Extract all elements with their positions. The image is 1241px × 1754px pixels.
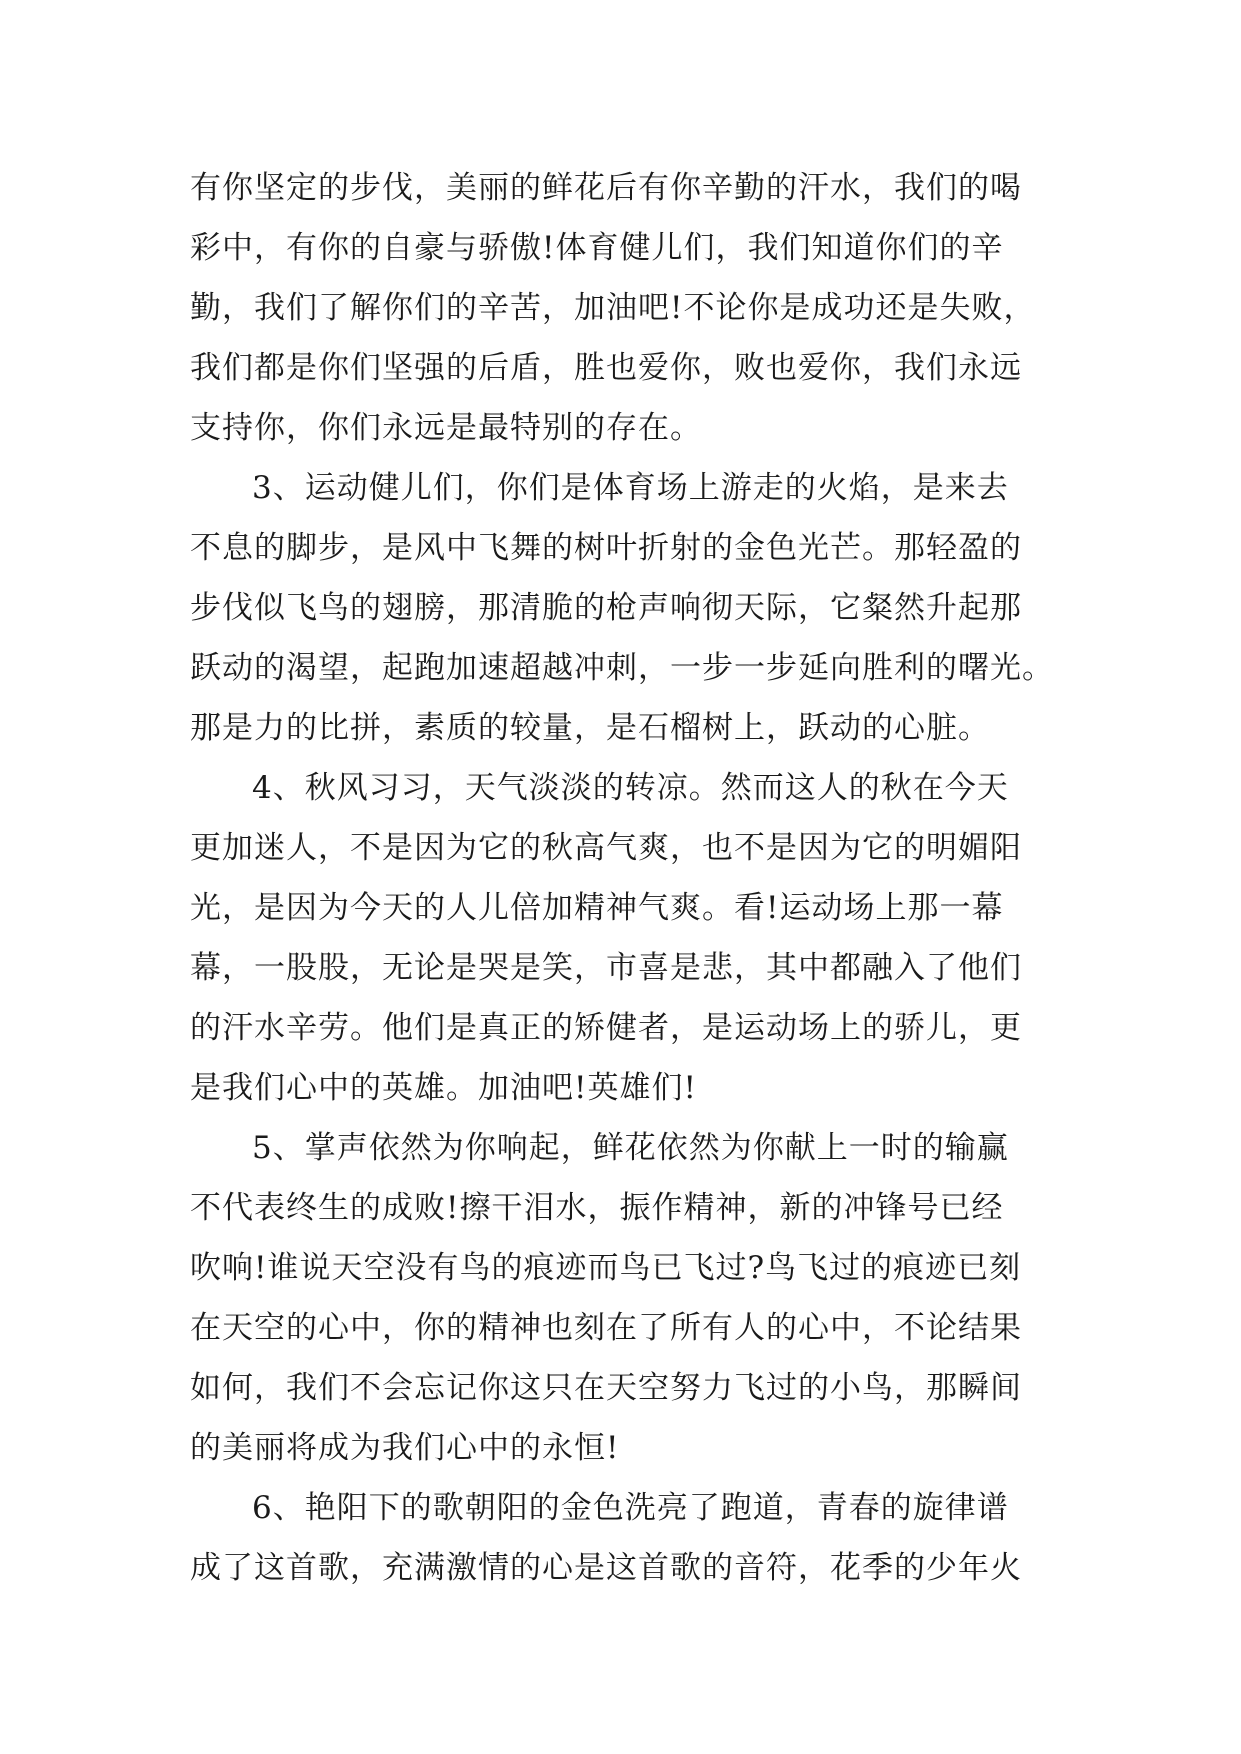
paragraph-start-line: 3、运动健儿们，你们是体育场上游走的火焰，是来去 (252, 470, 1009, 506)
text-line: 那是力的比拼，素质的较量，是石榴树上，跃动的心脏。 (190, 710, 990, 746)
text-line: 不代表终生的成败!擦干泪水，振作精神，新的冲锋号已经 (190, 1190, 1004, 1226)
text-line: 有你坚定的步伐，美丽的鲜花后有你辛勤的汗水，我们的喝 (190, 170, 1022, 206)
text-line: 的汗水辛劳。他们是真正的矫健者，是运动场上的骄儿，更 (190, 1010, 1022, 1046)
text-line: 吹响!谁说天空没有鸟的痕迹而鸟已飞过?鸟飞过的痕迹已刻 (190, 1250, 1022, 1286)
text-line: 不息的脚步，是风中飞舞的树叶折射的金色光芒。那轻盈的 (190, 530, 1022, 566)
text-line: 支持你，你们永远是最特别的存在。 (190, 410, 702, 446)
text-line: 勤，我们了解你们的辛苦，加油吧!不论你是成功还是失败， (190, 290, 1036, 326)
paragraph-start-line: 6、艳阳下的歌朝阳的金色洗亮了跑道，青春的旋律谱 (252, 1490, 1009, 1526)
text-line: 如何，我们不会忘记你这只在天空努力飞过的小鸟，那瞬间 (190, 1370, 1022, 1406)
text-line: 步伐似飞鸟的翅膀，那清脆的枪声响彻天际，它粲然升起那 (190, 590, 1022, 626)
text-line: 跃动的渴望，起跑加速超越冲刺，一步一步延向胜利的曙光。 (190, 650, 1054, 686)
paragraph-start-line: 4、秋风习习，天气淡淡的转凉。然而这人的秋在今天 (252, 770, 1009, 806)
text-line: 是我们心中的英雄。加油吧!英雄们! (190, 1070, 697, 1106)
text-line: 幕，一股股，无论是哭是笑，市喜是悲，其中都融入了他们 (190, 950, 1022, 986)
text-line: 的美丽将成为我们心中的永恒! (190, 1430, 620, 1466)
text-line: 光，是因为今天的人儿倍加精神气爽。看!运动场上那一幕 (190, 890, 1004, 926)
body-text (190, 158, 1054, 1598)
text-line: 我们都是你们坚强的后盾，胜也爱你，败也爱你，我们永远 (190, 350, 1022, 386)
text-line: 彩中，有你的自豪与骄傲!体育健儿们，我们知道你们的辛 (190, 230, 1004, 266)
paragraph-start-line: 5、掌声依然为你响起，鲜花依然为你献上一时的输赢 (252, 1130, 1009, 1166)
text-line: 在天空的心中，你的精神也刻在了所有人的心中，不论结果 (190, 1310, 1022, 1346)
text-line: 成了这首歌，充满激情的心是这首歌的音符，花季的少年火 (190, 1550, 1022, 1586)
text-line: 更加迷人，不是因为它的秋高气爽，也不是因为它的明媚阳 (190, 830, 1022, 866)
